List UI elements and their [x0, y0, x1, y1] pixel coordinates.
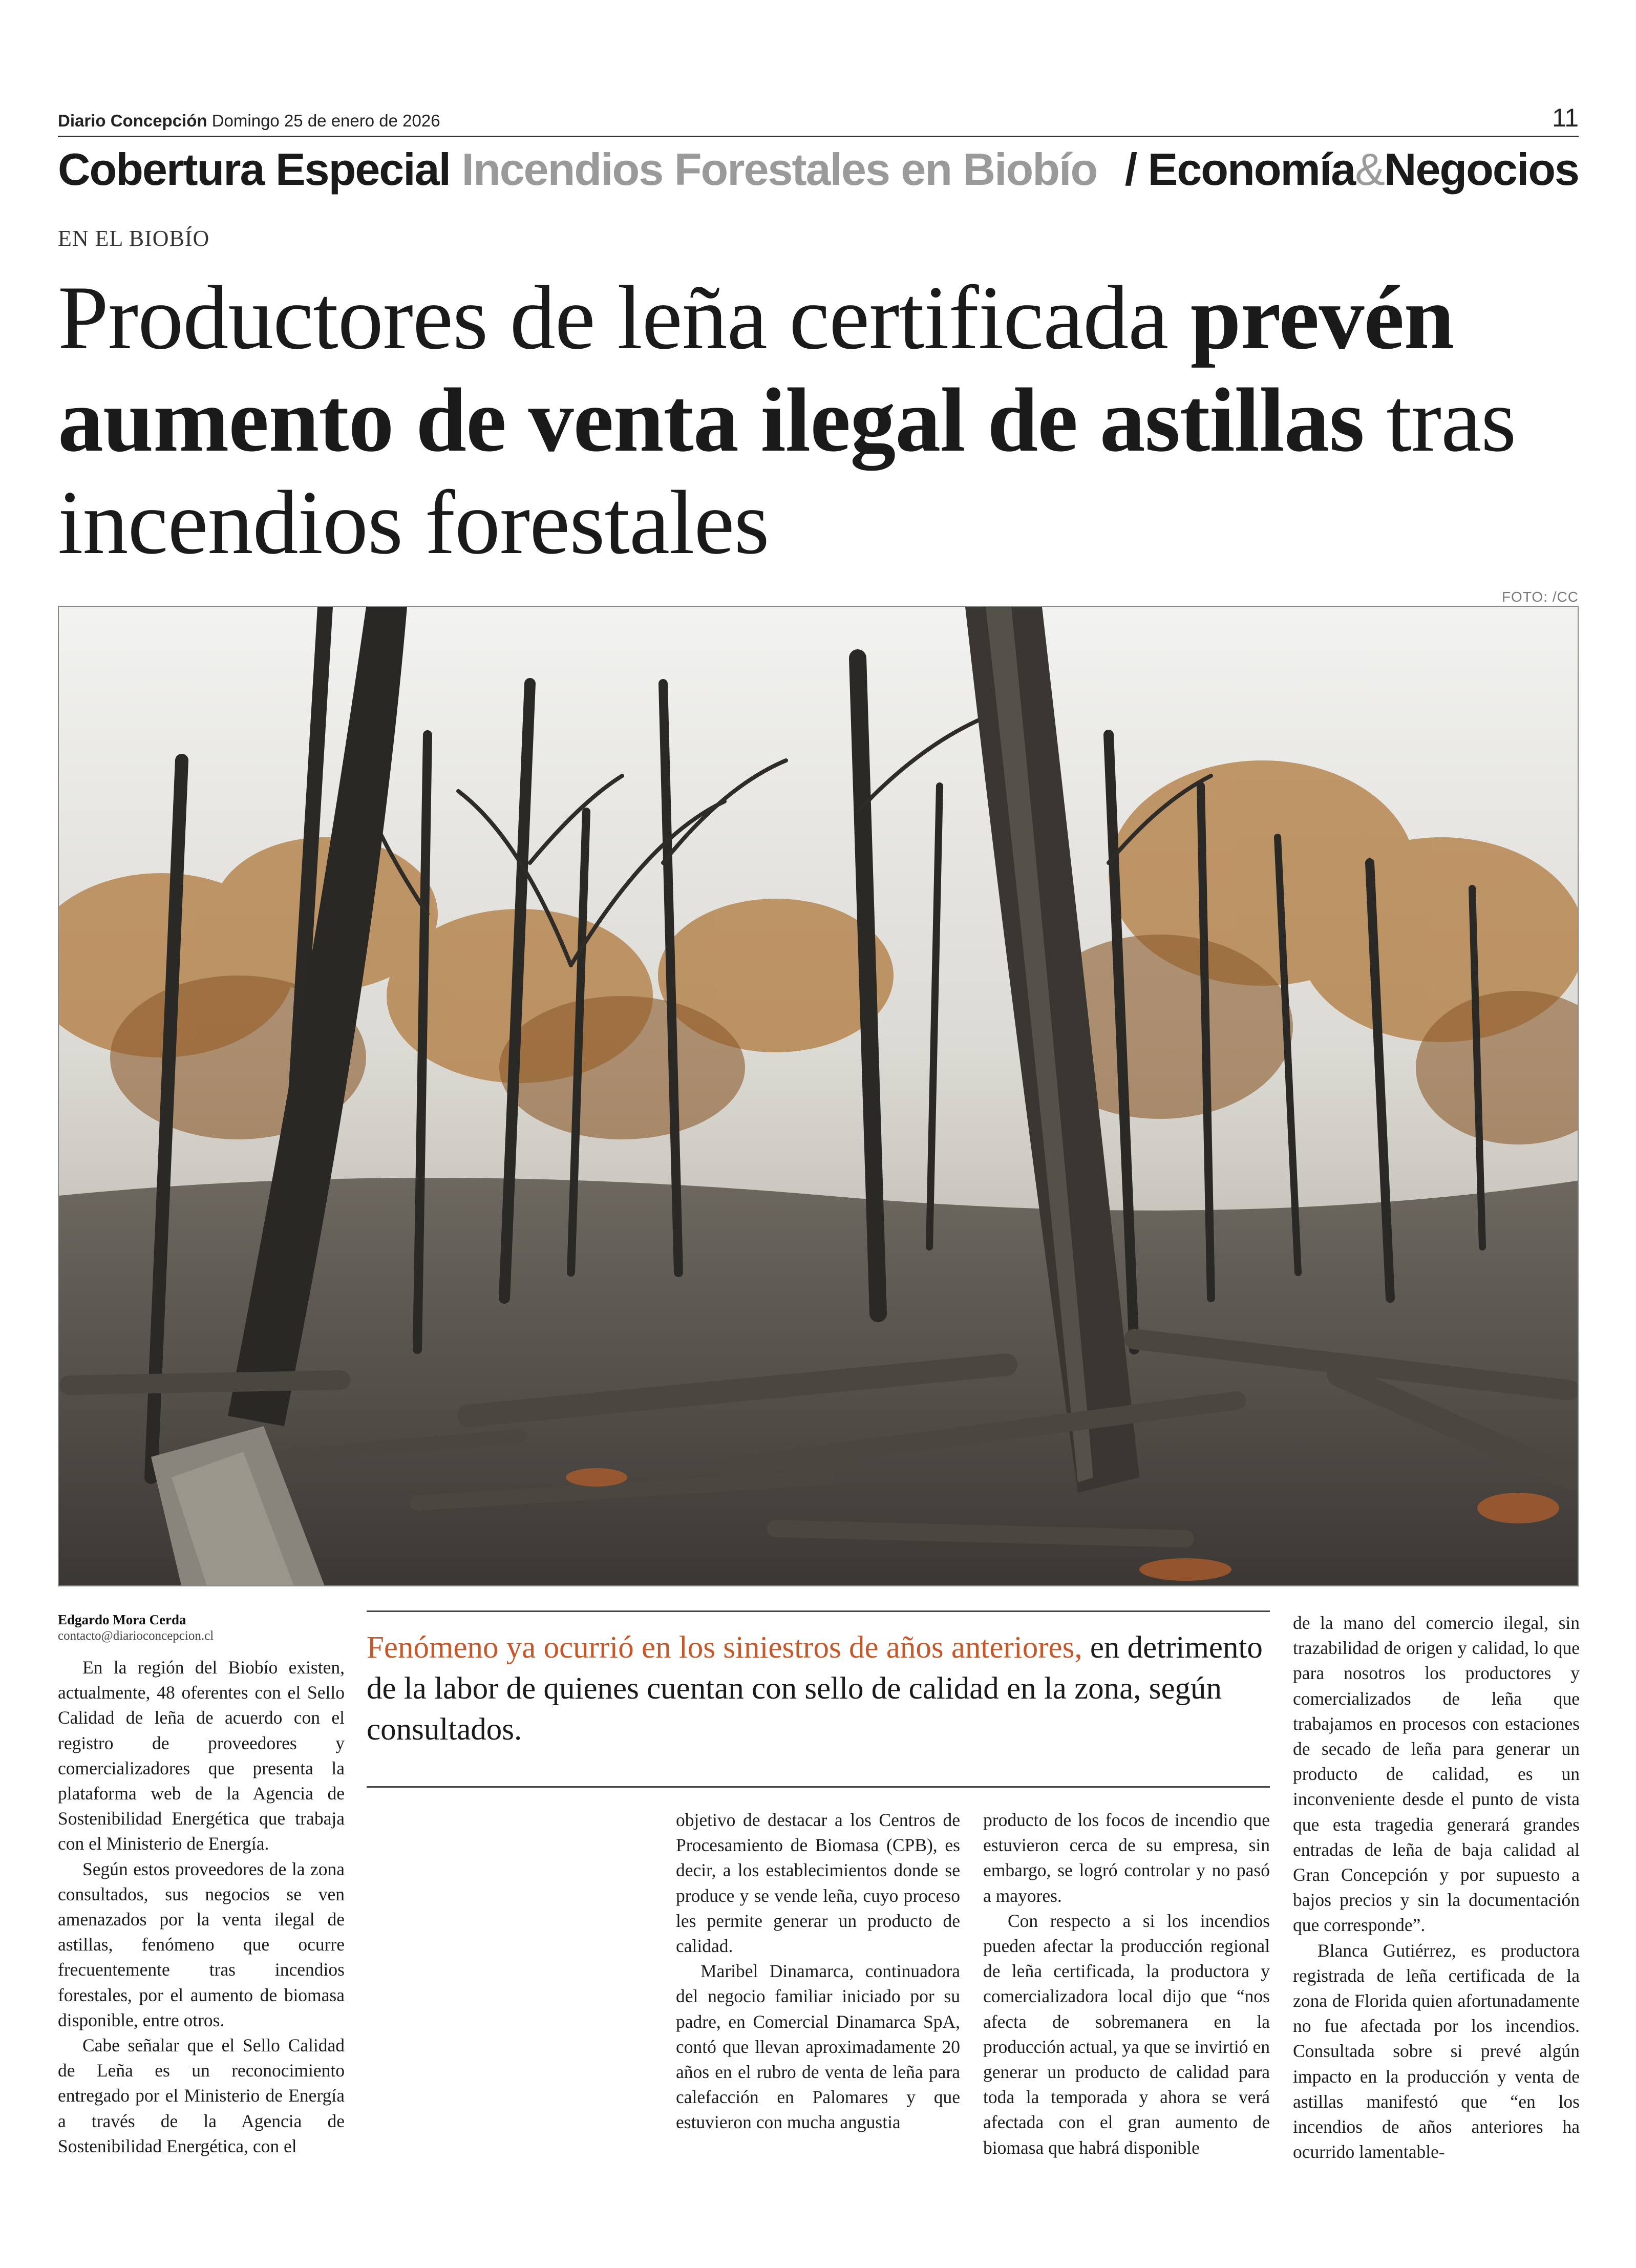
body-column-2 — [676, 1808, 960, 2135]
paragraph: de la mano del comercio ilegal, sin trazabilidad de origen y calidad, lo que para nosotros los productores y comercializados de leña que trabajamos en procesos con estaciones de secado de leña para generar un producto de calidad, es un inconveniente desde el punto de vista que esta tragedia generará grandes entradas de leña de baja calidad al Gran Concepción y por supuesto a bajos precios y sin la documentación que corresponde”. — [1293, 1613, 1580, 1936]
kicker: EN EL BIOBÍO — [58, 226, 210, 251]
deck-rule-bottom — [367, 1786, 1270, 1788]
section-separator: / — [1124, 144, 1137, 195]
section-ampersand: & — [1355, 144, 1384, 195]
deck-rule-top — [367, 1610, 1270, 1612]
author-email: contacto@diarioconcepcion.cl — [58, 1629, 214, 1643]
paper-name: Diario Concepción — [58, 111, 207, 130]
paragraph: Según estos proveedores de la zona consultados, sus negocios se ven amenazados por la venta ilegal de astillas, fenómeno que ocurre frecuentemente tras incendios forestales, por el aumento de biomasa disponible, entre otros. — [58, 1858, 345, 2030]
article-photo — [58, 606, 1579, 1586]
section-department — [1125, 143, 1579, 196]
deck-lead: Fenómeno ya ocurrió en los siniestros de años anteriores, — [367, 1630, 1082, 1665]
paragraph: Maribel Dinamarca, continuadora del negocio familiar iniciado por su padre, en Comercial Dinamarca SpA, contó que llevan aproximadamente 20 años en el rubro de venta de leña para calefacción en Palomares y que estuvieron con mucha angustia — [676, 1961, 960, 2133]
body-column-4 — [1293, 1610, 1580, 2165]
section-economy: Economía — [1148, 144, 1355, 195]
deck-rest: en detrimento de la labor de quienes cuentan con sello de calidad en la zona, según consultados. — [367, 1630, 1263, 1747]
page-header — [58, 101, 1579, 137]
headline-part3: tras incendios forestales — [58, 369, 1516, 573]
paragraph: objetivo de destacar a los Centros de Procesamiento de Biomasa (CPB), es decir, a los establecimientos donde se produce y se vende leña, cuyo proceso les permite generar un producto de calidad. — [676, 1810, 960, 1957]
burnt-forest-image — [59, 607, 1579, 1586]
paragraph: Con respecto a si los incendios pueden afectar la producción regional de leña certificada, la productora y comercializadora local dijo que “nos afecta de sobremanera en la producción actual, ya que se invirtió en generar un producto de calidad para toda la temporada y ahora se verá afectada con el gran aumento de biomasa que habrá disponible — [983, 1910, 1270, 2158]
header-rule — [58, 136, 1579, 137]
byline — [58, 1612, 345, 1643]
issue-date: Domingo 25 de enero de 2026 — [211, 111, 440, 130]
headline-part1: Productores de leña certificada — [58, 267, 1191, 368]
headline-part2: prevén aumento de venta ilegal de astillas — [58, 267, 1454, 471]
section-coverage: Cobertura Especial — [58, 144, 451, 195]
deck — [367, 1627, 1270, 1750]
section-business: Negocios — [1384, 144, 1579, 195]
photo-credit: FOTO: /CC — [1501, 589, 1579, 605]
paragraph: Cabe señalar que el Sello Calidad de Leña es un reconocimiento entregado por el Ministerio de Energía a través de la Agencia de Sostenibilidad Energética, con el — [58, 2035, 345, 2156]
paragraph: En la región del Biobío existen, actualmente, 48 oferentes con el Sello Calidad de leña de acuerdo con el registro de proveedores y comercializadores que presenta la plataforma web de la Agencia de Sostenibilidad Energética que trabaja con el Ministerio de Energía. — [58, 1657, 345, 1854]
headline — [58, 266, 1584, 574]
paragraph: producto de los focos de incendio que estuvieron cerca de su empresa, sin embargo, se logró controlar y no pasó a mayores. — [983, 1810, 1270, 1906]
body-column-3 — [983, 1808, 1270, 2160]
page-number: 11 — [1552, 103, 1579, 132]
masthead-meta — [58, 111, 440, 131]
author-name: Edgardo Mora Cerda — [58, 1612, 186, 1627]
paragraph: Blanca Gutiérrez, es productora registrada de leña certificada de la zona de Florida quien afortunadamente no fue afectada por los incendios. Consultada sobre si prevé algún impacto en la producción y venta de astillas manifestó que “en los incendios de años anteriores ha ocurrido lamentable- — [1293, 1940, 1580, 2163]
section-header — [58, 143, 1579, 213]
body-column-1 — [58, 1655, 345, 2159]
section-topic: Incendios Forestales en Biobío — [461, 144, 1097, 195]
